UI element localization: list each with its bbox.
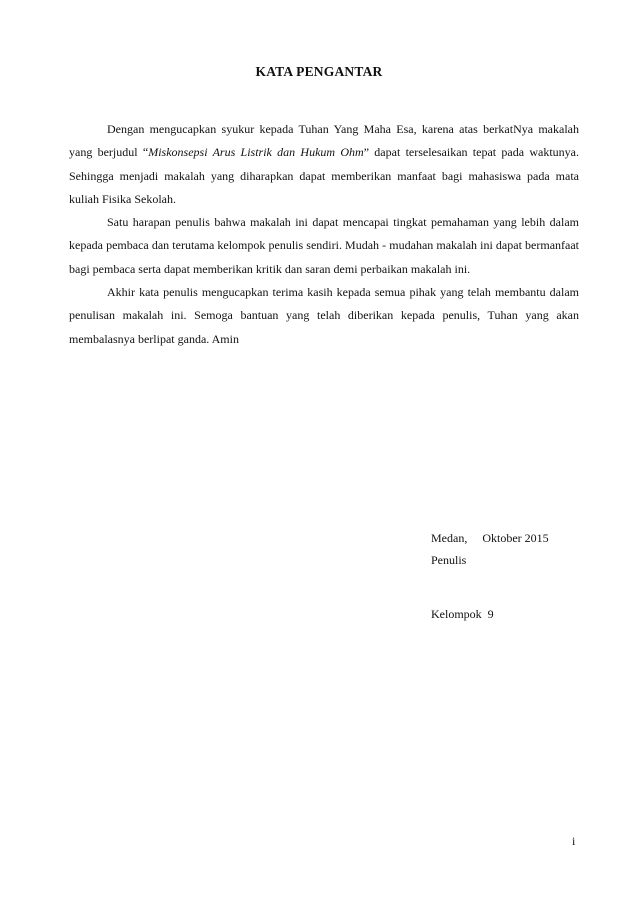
paragraph-3: Akhir kata penulis mengucapkan terima kasih kepada semua pihak yang telah membantu dalam penulisan makalah ini. Semoga bantuan yang telah diberikan kepada penulis, Tuhan yang akan membalasnya berlipat ganda. Amin xyxy=(69,285,579,346)
paragraph-1 xyxy=(69,118,579,211)
paper-title-italic: Miskonsepsi Arus Listrik dan Hukum Ohm xyxy=(148,145,364,160)
signature-block xyxy=(431,527,611,625)
paragraph-1-text-end: ” dapat terselesaikan tepat pada waktunya. Sehingga menjadi makalah yang diharapkan dapat memberikan manfaat bagi mahasiswa pada mata kuliah Fisika Sekolah. xyxy=(69,145,579,206)
page-number: i xyxy=(572,834,576,848)
signature-place-date: Medan, Oktober 2015 xyxy=(431,531,549,545)
signature-name: Kelompok 9 xyxy=(431,607,494,621)
body-text xyxy=(69,118,579,351)
paragraph-2: Satu harapan penulis bahwa makalah ini dapat mencapai tingkat pemahaman yang lebih dalam kepada pembaca dan terutama kelompok penulis sendiri. Mudah - mudahan makalah ini dapat bermanfaat bagi pembaca serta dapat memberikan kritik dan saran demi perbaikan makalah ini. xyxy=(69,215,579,276)
paragraph-1-text-start: Dengan mengucapkan syukur kepada Tuhan Yang Maha Esa, karena atas berkatNya makalah yang berjudul “ xyxy=(69,122,579,160)
page-title: KATA PENGANTAR xyxy=(255,64,383,79)
signature-role: Penulis xyxy=(431,553,467,567)
